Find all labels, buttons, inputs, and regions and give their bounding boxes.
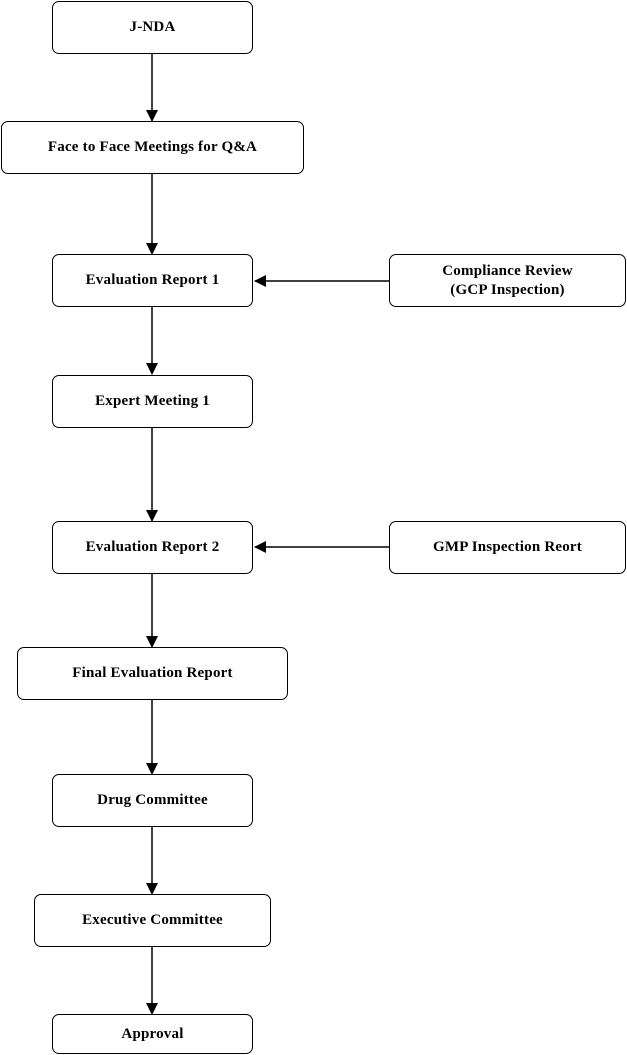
node-drug-committee-label: Drug Committee [97,792,208,808]
node-compliance-review-line-1: Compliance Review [442,262,573,279]
node-jnda [52,1,253,54]
node-gmp-inspection-report-label: GMP Inspection Reort [433,539,582,555]
node-expert-meeting-1 [52,375,253,428]
node-compliance-review-line-2: (GCP Inspection) [450,281,565,298]
node-face-to-face-meetings [1,121,304,174]
node-approval-label: Approval [121,1025,184,1042]
node-expert-meeting-1-label: Expert Meeting 1 [95,393,210,409]
node-evaluation-report-1-label: Evaluation Report 1 [85,272,220,288]
node-executive-committee [34,894,271,947]
node-face-to-face-meetings-label: Face to Face Meetings for Q&A [47,139,258,155]
node-evaluation-report-2 [52,521,253,574]
node-jnda-label: J-NDA [129,19,176,35]
node-evaluation-report-1 [52,254,253,307]
node-compliance-review [389,254,626,307]
node-gmp-inspection-report [389,521,626,574]
node-evaluation-report-2-label: Evaluation Report 2 [85,539,220,555]
node-drug-committee [52,774,253,827]
node-final-evaluation-report-label: Final Evaluation Report [72,665,233,681]
node-final-evaluation-report [17,647,288,700]
node-approval [52,1014,253,1054]
node-executive-committee-label: Executive Committee [82,912,223,928]
